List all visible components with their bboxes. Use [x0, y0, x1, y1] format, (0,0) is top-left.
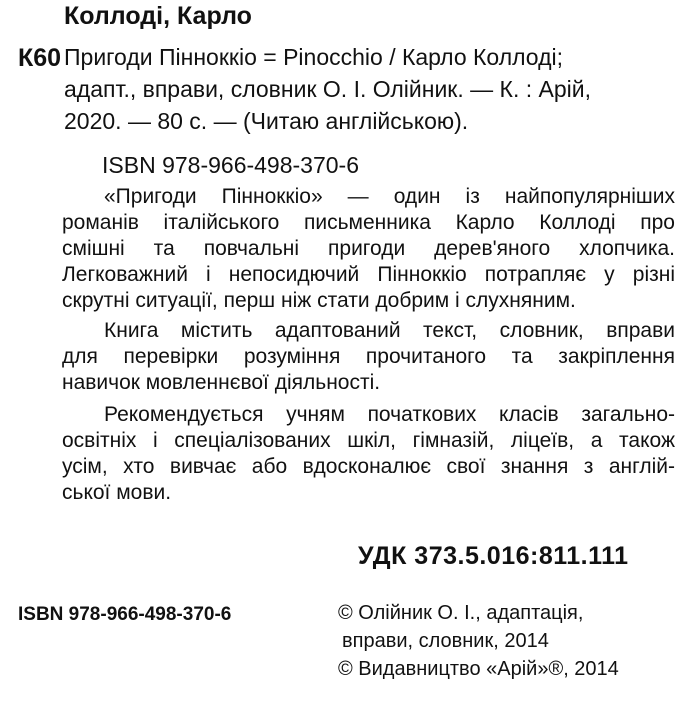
- isbn-top: ISBN 978-966-498-370-6: [102, 152, 359, 178]
- paragraph-line: скрутні ситуації, перш ніж стати добрим і слухняним.: [62, 289, 576, 312]
- biblio-line-3: 2020. — 80 с. — (Читаю англійською).: [64, 108, 469, 134]
- udk-code: УДК 373.5.016:811.111: [358, 542, 629, 570]
- paragraph-line: навичок мовленнєвої діяльності.: [62, 371, 381, 394]
- paragraph-line: усім, хто вивчає або вдосконалює свої знання з англій-: [62, 455, 675, 478]
- paragraph-line: Рекомендується учням початкових класів загально-: [104, 403, 675, 426]
- annotation-paragraph-2: [62, 318, 675, 396]
- paragraph-line: Легковажний і непосидючий Пінноккіо потрапляє у різні: [62, 263, 675, 286]
- copyright-line-2: вправи, словник, 2014: [342, 630, 549, 652]
- author-code: К60: [18, 44, 62, 72]
- copyright-line-1: © Олійник О. І., адаптація,: [338, 602, 584, 624]
- paragraph-line: Книга містить адаптований текст, словник, вправи: [104, 319, 675, 342]
- paragraph-line: освітніх і спеціалізованих шкіл, гімназій, ліцеїв, а також: [62, 429, 675, 452]
- annotation-paragraph-1: [62, 184, 675, 314]
- copyright-line-3: © Видавництво «Арій»®, 2014: [338, 658, 619, 680]
- author-heading: Коллоді, Карло: [64, 2, 252, 30]
- paragraph-line: «Пригоди Пінноккіо» — один із найпопулярніших: [104, 185, 675, 208]
- paragraph-line: ської мови.: [62, 481, 172, 504]
- biblio-line-1: Пригоди Пінноккіо = Pinocchio / Карло Коллоді;: [64, 44, 564, 70]
- paragraph-line: для перевірки розуміння прочитаного та закріплення: [62, 345, 675, 368]
- paragraph-line: романів італійського письменника Карло Коллоді про: [62, 211, 675, 234]
- annotation-paragraph-3: [62, 402, 675, 506]
- isbn-bottom: ISBN 978-966-498-370-6: [18, 604, 232, 625]
- paragraph-line: смішні та повчальні пригоди дерев'яного хлопчика.: [62, 237, 675, 260]
- biblio-line-2: адапт., вправи, словник О. І. Олійник. — К. : Арій,: [64, 76, 591, 102]
